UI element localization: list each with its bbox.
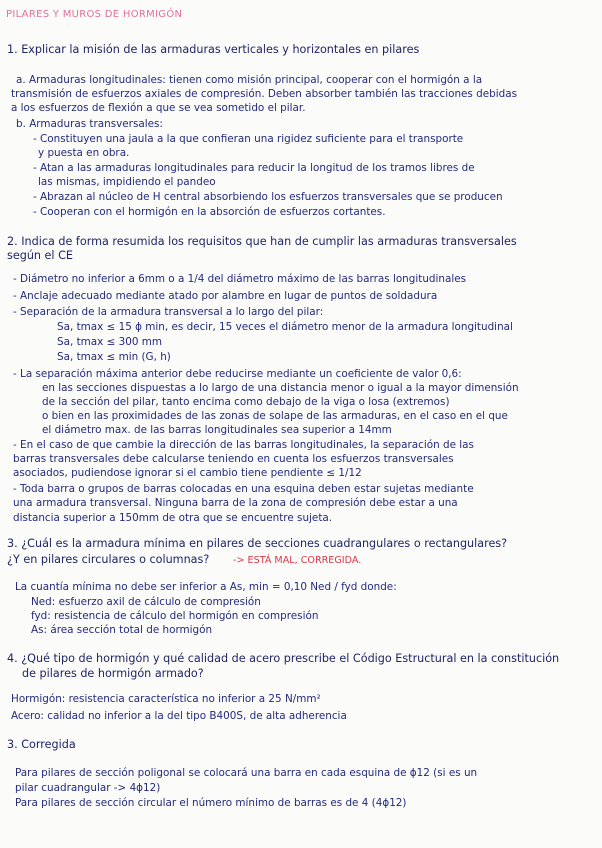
corrected-line: Para pilares de sección poligonal se colocará una barra en cada esquina de ϕ12 (si es un: [15, 767, 478, 779]
q2-line: - Separación de la armadura transversal a lo largo del pilar:: [13, 306, 324, 318]
q2-line: Sa, tmax ≤ 300 mm: [57, 336, 162, 348]
q2-line: distancia superior a 150mm de otra que se encuentre sujeta.: [13, 512, 333, 524]
page-title: PILARES Y MUROS DE HORMIGÓN: [6, 9, 183, 20]
q2-line: - En el caso de que cambie la dirección de las barras longitudinales, la separación de las: [13, 439, 474, 451]
q2-line: Sa, tmax ≤ 15 ϕ min, es decir, 15 veces el diámetro menor de la armadura longitudinal: [57, 321, 513, 333]
question-1: 1. Explicar la misión de las armaduras verticales y horizontales en pilares: [7, 43, 420, 56]
q2-line: de la sección del pilar, tanto encima como debajo de la viga o losa (extremos): [42, 396, 450, 408]
q2-line: o bien en las proximidades de las zonas de solape de las armaduras, en el caso en el que: [42, 410, 508, 422]
q3-line: Ned: esfuerzo axil de cálculo de compresión: [31, 596, 261, 608]
question-4: 4. ¿Qué tipo de hormigón y qué calidad de acero prescribe el Código Estructural en la constitución: [7, 652, 560, 665]
q4-line: Acero: calidad no inferior a la del tipo B400S, de alta adherencia: [11, 710, 347, 722]
corrected-line: Para pilares de sección circular el número mínimo de barras es de 4 (4ϕ12): [15, 797, 407, 809]
question-4: de pilares de hormigón armado?: [22, 667, 204, 680]
q2-line: barras transversales debe calcularse teniendo en cuenta los esfuerzos transversales: [13, 453, 454, 465]
q1-line: a los esfuerzos de flexión a que se vea sometido el pilar.: [11, 102, 306, 114]
q2-line: - Toda barra o grupos de barras colocadas en una esquina deben estar sujetas mediante: [13, 483, 474, 495]
q1-line: las mismas, impidiendo el pandeo: [38, 176, 216, 188]
q3-line: La cuantía mínima no debe ser inferior a As, min = 0,10 Ned / fyd donde:: [15, 581, 397, 593]
question-2: 2. Indica de forma resumida los requisitos que han de cumplir las armaduras transversales: [7, 235, 517, 248]
q1-line: y puesta en obra.: [38, 147, 130, 159]
q1-line: transmisión de esfuerzos axiales de compresión. Deben absorber también las tracciones debidas: [11, 88, 517, 100]
correction-note: -> ESTÁ MAL, CORREGIDA.: [233, 555, 362, 566]
question-3: 3. ¿Cuál es la armadura mínima en pilares de secciones cuadrangulares o rectangulares?: [7, 537, 508, 550]
q1-line: - Atan a las armaduras longitudinales para reducir la longitud de los tramos libres de: [33, 162, 475, 174]
corrected-heading: 3. Corregida: [7, 738, 76, 751]
q2-line: - La separación máxima anterior debe reducirse mediante un coeficiente de valor 0,6:: [13, 368, 462, 380]
question-2: según el CE: [7, 249, 73, 262]
q3-line: fyd: resistencia de cálculo del hormigón en compresión: [31, 610, 319, 622]
q1-line: - Constituyen una jaula a la que confieran una rigidez suficiente para el transporte: [33, 133, 464, 145]
q2-line: - Diámetro no inferior a 6mm o a 1/4 del diámetro máximo de las barras longitudinales: [13, 273, 467, 285]
q1-line: a. Armaduras longitudinales: tienen como misión principal, cooperar con el hormigón a la: [16, 74, 483, 86]
q4-line: Hormigón: resistencia característica no inferior a 25 N/mm²: [11, 693, 321, 705]
q2-line: Sa, tmax ≤ min (G, h): [57, 351, 171, 363]
q3-line: As: área sección total de hormigón: [31, 624, 213, 636]
corrected-line: pilar cuadrangular -> 4ϕ12): [15, 782, 161, 794]
q1-line: - Abrazan al núcleo de H central absorbiendo los esfuerzos transversales que se producen: [33, 191, 503, 203]
q2-line: en las secciones dispuestas a lo largo de una distancia menor o igual a la mayor dimensión: [42, 382, 519, 394]
q2-line: el diámetro max. de las barras longitudinales sea superior a 14mm: [42, 424, 392, 436]
q1-line: - Cooperan con el hormigón en la absorción de esfuerzos cortantes.: [33, 206, 386, 218]
q2-line: - Anclaje adecuado mediante atado por alambre en lugar de puntos de soldadura: [13, 290, 438, 302]
q1-line: b. Armaduras transversales:: [16, 118, 163, 130]
question-3: ¿Y en pilares circulares o columnas?: [7, 553, 210, 566]
q2-line: asociados, pudiendose ignorar si el cambio tiene pendiente ≤ 1/12: [13, 467, 362, 479]
q2-line: una armadura transversal. Ninguna barra de la zona de compresión debe estar a una: [13, 497, 458, 509]
